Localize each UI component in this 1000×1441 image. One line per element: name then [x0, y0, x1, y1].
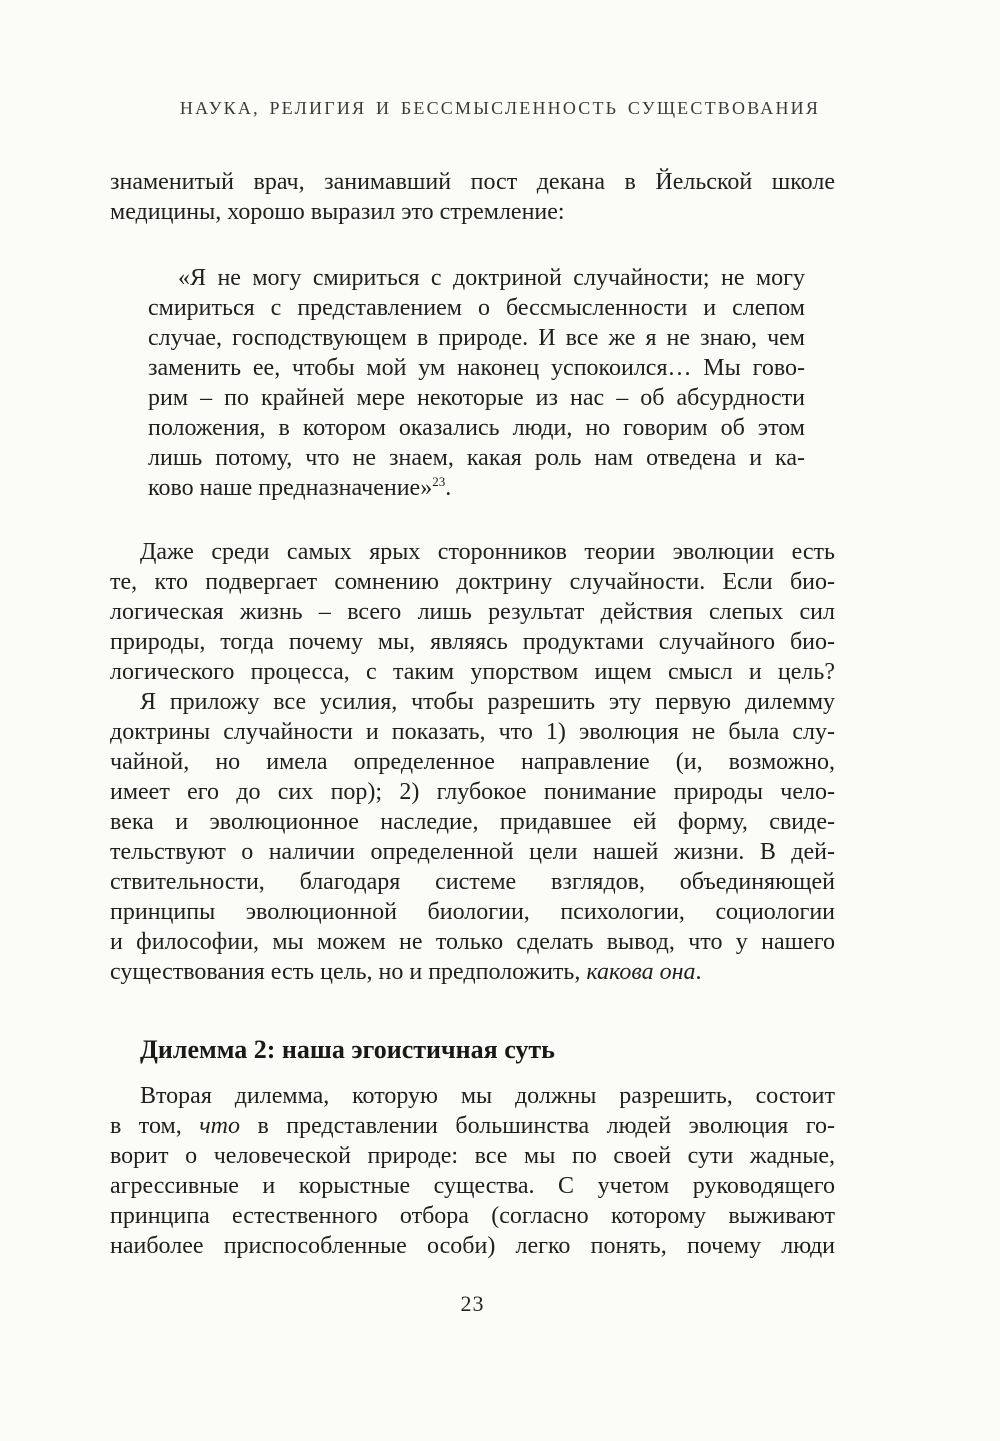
text-line: заменить ее, чтобы мой ум наконец успокоился… Мы гово-	[148, 355, 805, 381]
text-line: агрессивные и корыстные существа. С учетом руководящего	[110, 1173, 835, 1199]
text-line: принципа естественного отбора (согласно которому выживают	[110, 1203, 835, 1229]
text-line: и философии, мы можем не только сделать вывод, что у нашего	[110, 929, 835, 955]
paragraph	[110, 167, 835, 227]
sentence-text: существования есть цель, но и предположить,	[110, 959, 587, 985]
text-line: знаменитый врач, занимавший пост декана в Йельской школе	[110, 169, 835, 195]
text-line: Вторая дилемма, которую мы должны разрешить, состоит	[140, 1083, 835, 1109]
text-line: те, кто подвергает сомнению доктрину случайности. Если био-	[110, 569, 835, 595]
italic-word: что	[199, 1113, 240, 1139]
running-head: НАУКА, РЕЛИГИЯ И БЕССМЫСЛЕННОСТЬ СУЩЕСТВОВАНИЯ	[179, 98, 821, 118]
text-line: принципы эволюционной биологии, психологии, социологии	[110, 899, 835, 925]
text-line: медицины, хорошо выразил это стремление:	[110, 199, 565, 225]
text-line: Я приложу все усилия, чтобы разрешить эту первую дилемму	[140, 689, 835, 715]
text-block	[110, 167, 835, 1319]
text-line	[148, 473, 805, 503]
text-line: «Я не могу смириться с доктриной случайности; не могу	[178, 265, 805, 291]
text-line: случае, господствующем в природе. И все же я не знаю, чем	[148, 325, 805, 351]
paragraph	[110, 537, 835, 687]
text-line: века и эволюционное наследие, придавшее ей форму, свиде-	[110, 809, 835, 835]
text-line: природы, тогда почему мы, являясь продуктами случайного био-	[110, 629, 835, 655]
text-line: логического процесса, с таким упорством ищем смысл и цель?	[110, 659, 835, 685]
quote-ending: ково наше предназначение»	[148, 475, 433, 501]
text-line: доктрины случайности и показать, что 1) эволюция не была слу-	[110, 719, 835, 745]
page-number: 23	[460, 1291, 485, 1316]
block-quote	[148, 263, 805, 503]
text-line: чайной, но имела определенное направление (и, возможно,	[110, 749, 835, 775]
text-line: логическая жизнь – всего лишь результат действия слепых сил	[110, 599, 835, 625]
text-line: тельствуют о наличии определенной цели нашей жизни. В дей-	[110, 839, 835, 865]
text-line: Даже среди самых ярых сторонников теории эволюции есть	[140, 539, 835, 565]
quote-period: .	[445, 475, 452, 501]
text-line: ствительности, благодаря системе взглядов, объединяющей	[110, 869, 835, 895]
text-line: лишь потому, что не знаем, какая роль нам отведена и ка-	[148, 445, 805, 471]
paragraph	[110, 687, 835, 987]
section-heading: Дилемма 2: наша эгоистичная суть	[140, 1035, 555, 1064]
text-line	[110, 1111, 835, 1141]
sentence-text: в представлении большинства людей эволюция го-	[239, 1113, 835, 1139]
footnote-reference: 23	[432, 474, 446, 489]
paragraph	[110, 1081, 835, 1261]
text-line: ворит о человеческой природе: все мы по своей сути жадные,	[110, 1143, 835, 1169]
text-line: рим – по крайней мере некоторые из нас – об абсурдности	[148, 385, 805, 411]
text-line: наиболее приспособленные особи) легко понять, почему люди	[110, 1233, 835, 1259]
sentence-text: в том,	[110, 1113, 200, 1139]
text-line: положения, в котором оказались люди, но говорим об этом	[148, 415, 805, 441]
italic-phrase: какова она	[586, 959, 696, 985]
text-line: имеет его до сих пор); 2) глубокое понимание природы чело-	[110, 779, 835, 805]
sentence-period: .	[695, 959, 702, 985]
text-line	[110, 957, 835, 987]
text-line: смириться с представлением о бессмысленности и слепом	[148, 295, 805, 321]
